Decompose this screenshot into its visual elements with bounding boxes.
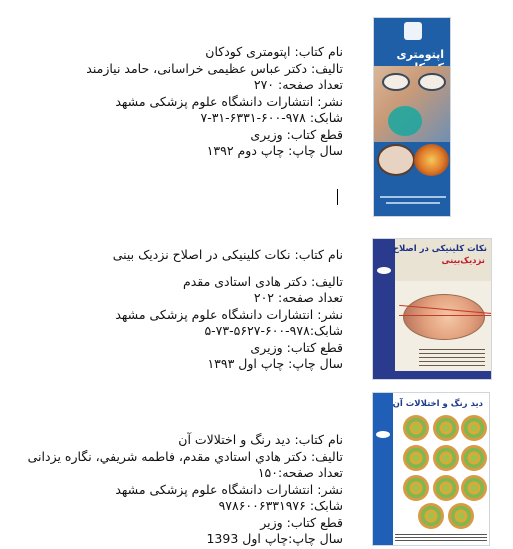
book-cover-2[interactable] <box>372 238 492 380</box>
book-cover-3[interactable] <box>372 392 490 546</box>
book-format: قطع کتاب: وزیری <box>250 126 343 142</box>
color-plate <box>433 415 459 441</box>
university-logo-icon <box>404 22 422 40</box>
color-plate <box>433 475 459 501</box>
eye-diagram <box>403 294 485 340</box>
book-isbn: شابک: ۹۷۸-۶۰۰-۶۳۳۱-۳۱-۷ <box>200 110 343 125</box>
cover-title: نکات کلینیکی در اصلاح <box>392 244 487 254</box>
eye-icon <box>377 267 391 274</box>
book-isbn: شابک: ۹۷۸۶۰۰۶۳۳۱۹۷۶ <box>218 498 343 513</box>
text-cursor <box>337 189 338 205</box>
color-plate <box>403 445 429 471</box>
book-format: قطع کتاب: وزیری <box>250 339 343 355</box>
book-entry-1 <box>86 44 343 160</box>
book-authors: تالیف: دکتر عباس عظیمی خراسانی، حامد نیازمند <box>86 60 343 76</box>
book-format: قطع کتاب: وزیر <box>260 514 343 530</box>
color-plate <box>403 475 429 501</box>
book-cover-1[interactable] <box>373 17 451 217</box>
cover-title: دید رنگ و اختلالات آن <box>392 399 483 409</box>
book-entry-2 <box>113 247 343 373</box>
book-year: سال چاپ: چاپ دوم ۱۳۹۲ <box>206 143 343 158</box>
color-plate <box>461 445 487 471</box>
book-isbn: شابک:۹۷۸-۶۰۰-۵۶۲۷-۷۳-۵ <box>204 323 343 338</box>
book-title: نام کتاب: اپتومتری کودکان <box>205 44 343 59</box>
book-title: نام کتاب: نکات کلینیکی در اصلاح نزدیک بینی <box>112 247 343 262</box>
color-plate <box>403 415 429 441</box>
book-authors: تالیف: دکتر هادي استادي مقدم، فاطمه شريفي، نگاره یزدانی <box>27 448 343 464</box>
book-year: سال چاپ:چاپ اول 1393 <box>206 531 343 546</box>
book-title: نام کتاب: دید رنگ و اختلالات آن <box>178 432 343 447</box>
book-pages: تعداد صفحه:۱۵۰ <box>257 465 343 480</box>
book-publisher: نشر: انتشارات دانشگاه علوم پزشکی مشهد <box>115 306 343 322</box>
eye-icon <box>376 431 390 438</box>
color-plate <box>418 503 444 529</box>
book-year: سال چاپ: چاپ اول ۱۳۹۳ <box>207 356 343 371</box>
book-pages: تعداد صفحه: ۲۰۲ <box>253 290 343 305</box>
color-plate <box>433 445 459 471</box>
cover-subtitle: نزدیک‌بینی <box>441 256 485 266</box>
color-plate <box>448 503 474 529</box>
color-plate <box>461 415 487 441</box>
color-plate <box>461 475 487 501</box>
book-entry-3 <box>28 432 343 548</box>
book-publisher: نشر: انتشارات دانشگاه علوم پزشکی مشهد <box>115 93 343 109</box>
cover-title: اپتومتری <box>396 48 444 61</box>
book-authors: تالیف: دکتر هادی استادی مقدم <box>182 273 343 289</box>
book-pages: تعداد صفحه: ۲۷۰ <box>253 77 343 92</box>
book-publisher: نشر: انتشارات دانشگاه علوم پزشکی مشهد <box>115 481 343 497</box>
